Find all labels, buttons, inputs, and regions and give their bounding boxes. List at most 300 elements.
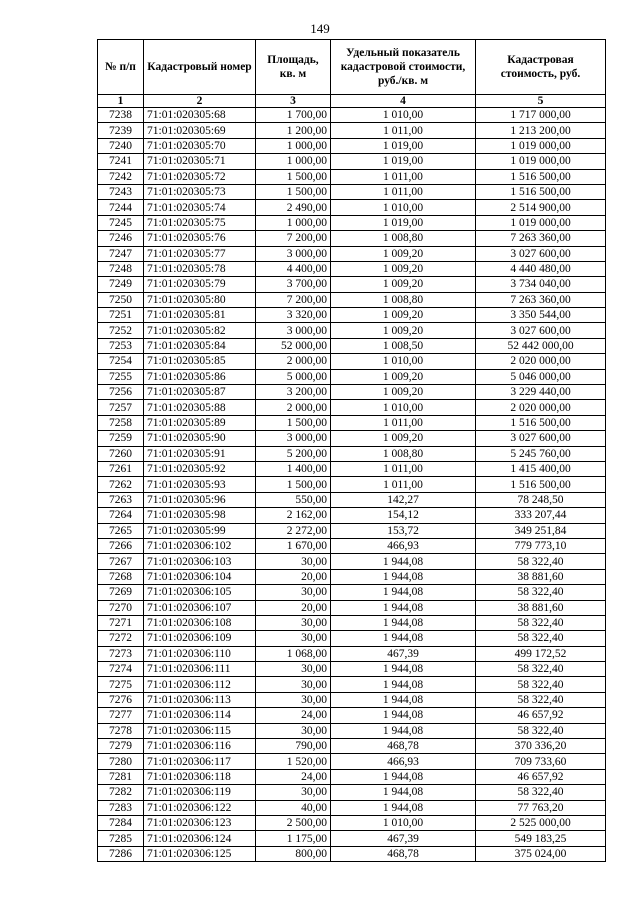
cell-cadastral-value: 52 442 000,00 (476, 338, 606, 353)
cell-unit-value: 1 010,00 (331, 200, 476, 215)
cell-row-number: 7248 (98, 261, 144, 276)
column-number-row (98, 95, 606, 108)
cell-unit-value: 1 019,00 (331, 215, 476, 230)
table-row (98, 615, 606, 630)
cell-cadastral-value: 3 734 040,00 (476, 277, 606, 292)
cell-row-number: 7264 (98, 508, 144, 523)
cell-cadastral-number: 71:01:020305:93 (144, 477, 256, 492)
cell-cadastral-number: 71:01:020305:87 (144, 385, 256, 400)
cell-unit-value: 1 944,08 (331, 692, 476, 707)
cell-cadastral-number: 71:01:020305:90 (144, 431, 256, 446)
cell-area: 3 000,00 (256, 246, 331, 261)
cell-cadastral-number: 71:01:020305:86 (144, 369, 256, 384)
cell-cadastral-number: 71:01:020305:70 (144, 138, 256, 153)
cell-cadastral-number: 71:01:020306:107 (144, 600, 256, 615)
cell-area: 3 000,00 (256, 323, 331, 338)
cell-cadastral-number: 71:01:020306:119 (144, 785, 256, 800)
cell-row-number: 7256 (98, 385, 144, 400)
table-row (98, 123, 606, 138)
cell-unit-value: 1 944,08 (331, 600, 476, 615)
table-row (98, 231, 606, 246)
cell-cadastral-number: 71:01:020306:124 (144, 831, 256, 846)
cell-unit-value: 1 944,08 (331, 785, 476, 800)
cell-area: 1 700,00 (256, 108, 331, 123)
cell-row-number: 7268 (98, 569, 144, 584)
cell-cadastral-value: 333 207,44 (476, 508, 606, 523)
cell-unit-value: 1 010,00 (331, 354, 476, 369)
table-row (98, 769, 606, 784)
cell-unit-value: 1 011,00 (331, 184, 476, 199)
cell-row-number: 7279 (98, 739, 144, 754)
cell-cadastral-number: 71:01:020305:69 (144, 123, 256, 138)
cell-cadastral-number: 71:01:020306:109 (144, 631, 256, 646)
cell-area: 7 200,00 (256, 292, 331, 307)
cell-area: 790,00 (256, 739, 331, 754)
column-number: 4 (331, 95, 476, 108)
cell-unit-value: 1 008,50 (331, 338, 476, 353)
cell-area: 2 000,00 (256, 400, 331, 415)
cell-cadastral-value: 77 763,20 (476, 800, 606, 815)
cell-row-number: 7282 (98, 785, 144, 800)
cell-cadastral-number: 71:01:020305:79 (144, 277, 256, 292)
cell-row-number: 7280 (98, 754, 144, 769)
cell-area: 1 500,00 (256, 415, 331, 430)
cell-cadastral-value: 1 516 500,00 (476, 184, 606, 199)
cell-unit-value: 1 944,08 (331, 554, 476, 569)
cell-row-number: 7255 (98, 369, 144, 384)
cell-unit-value: 467,39 (331, 646, 476, 661)
cell-unit-value: 1 944,08 (331, 585, 476, 600)
cell-row-number: 7272 (98, 631, 144, 646)
table-row (98, 662, 606, 677)
table-row (98, 815, 606, 830)
cell-area: 2 000,00 (256, 354, 331, 369)
cell-cadastral-number: 71:01:020305:88 (144, 400, 256, 415)
cell-unit-value: 1 944,08 (331, 631, 476, 646)
cell-cadastral-number: 71:01:020306:115 (144, 723, 256, 738)
cell-cadastral-number: 71:01:020305:75 (144, 215, 256, 230)
table-row (98, 246, 606, 261)
cell-cadastral-value: 58 322,40 (476, 585, 606, 600)
table-row (98, 631, 606, 646)
table-row (98, 292, 606, 307)
table-row (98, 308, 606, 323)
cell-area: 30,00 (256, 662, 331, 677)
cell-cadastral-value: 58 322,40 (476, 631, 606, 646)
cell-area: 550,00 (256, 492, 331, 507)
cell-cadastral-value: 5 245 760,00 (476, 446, 606, 461)
table-row (98, 200, 606, 215)
cell-row-number: 7269 (98, 585, 144, 600)
cell-cadastral-number: 71:01:020306:102 (144, 538, 256, 553)
cell-area: 4 400,00 (256, 261, 331, 276)
cell-cadastral-value: 46 657,92 (476, 769, 606, 784)
table-row (98, 739, 606, 754)
cell-area: 1 000,00 (256, 138, 331, 153)
cell-area: 7 200,00 (256, 231, 331, 246)
table-row (98, 354, 606, 369)
table-row (98, 523, 606, 538)
cell-row-number: 7283 (98, 800, 144, 815)
cell-cadastral-number: 71:01:020305:77 (144, 246, 256, 261)
cell-cadastral-value: 3 027 600,00 (476, 246, 606, 261)
cell-cadastral-value: 1 717 000,00 (476, 108, 606, 123)
cell-cadastral-number: 71:01:020306:125 (144, 846, 256, 861)
table-row (98, 385, 606, 400)
cell-cadastral-number: 71:01:020306:103 (144, 554, 256, 569)
cell-area: 1 520,00 (256, 754, 331, 769)
column-number: 2 (144, 95, 256, 108)
cell-area: 30,00 (256, 615, 331, 630)
cell-row-number: 7246 (98, 231, 144, 246)
table-row (98, 569, 606, 584)
cell-cadastral-number: 71:01:020305:74 (144, 200, 256, 215)
table-row (98, 477, 606, 492)
cell-cadastral-number: 71:01:020305:76 (144, 231, 256, 246)
cell-unit-value: 1 019,00 (331, 154, 476, 169)
cell-unit-value: 1 009,20 (331, 277, 476, 292)
cell-area: 1 500,00 (256, 477, 331, 492)
cell-area: 800,00 (256, 846, 331, 861)
cell-cadastral-value: 7 263 360,00 (476, 231, 606, 246)
cell-cadastral-number: 71:01:020305:81 (144, 308, 256, 323)
cell-area: 30,00 (256, 554, 331, 569)
cell-unit-value: 1 009,20 (331, 308, 476, 323)
cell-row-number: 7284 (98, 815, 144, 830)
cell-cadastral-value: 2 020 000,00 (476, 400, 606, 415)
cell-row-number: 7257 (98, 400, 144, 415)
table-row (98, 338, 606, 353)
cell-cadastral-value: 709 733,60 (476, 754, 606, 769)
cell-area: 20,00 (256, 569, 331, 584)
cell-row-number: 7278 (98, 723, 144, 738)
cell-cadastral-value: 499 172,52 (476, 646, 606, 661)
table-row (98, 800, 606, 815)
cell-row-number: 7245 (98, 215, 144, 230)
cell-cadastral-value: 370 336,20 (476, 739, 606, 754)
cell-unit-value: 1 008,80 (331, 446, 476, 461)
cell-row-number: 7247 (98, 246, 144, 261)
table-header-row (98, 40, 606, 95)
cell-cadastral-number: 71:01:020306:113 (144, 692, 256, 707)
cell-unit-value: 1 944,08 (331, 769, 476, 784)
cell-cadastral-value: 549 183,25 (476, 831, 606, 846)
cell-area: 2 272,00 (256, 523, 331, 538)
cell-cadastral-value: 7 263 360,00 (476, 292, 606, 307)
cell-unit-value: 466,93 (331, 538, 476, 553)
cell-unit-value: 1 009,20 (331, 261, 476, 276)
cell-unit-value: 1 944,08 (331, 723, 476, 738)
column-number: 1 (98, 95, 144, 108)
cell-area: 52 000,00 (256, 338, 331, 353)
cell-row-number: 7285 (98, 831, 144, 846)
cell-row-number: 7275 (98, 677, 144, 692)
cell-row-number: 7249 (98, 277, 144, 292)
cell-cadastral-value: 58 322,40 (476, 554, 606, 569)
cell-cadastral-number: 71:01:020305:85 (144, 354, 256, 369)
cell-unit-value: 1 009,20 (331, 369, 476, 384)
cell-cadastral-value: 2 020 000,00 (476, 354, 606, 369)
column-number: 3 (256, 95, 331, 108)
table-row (98, 108, 606, 123)
cell-area: 1 200,00 (256, 123, 331, 138)
table-row (98, 277, 606, 292)
cell-cadastral-value: 1 019 000,00 (476, 154, 606, 169)
cell-area: 3 320,00 (256, 308, 331, 323)
cell-cadastral-number: 71:01:020305:71 (144, 154, 256, 169)
header-area: Площадь, кв. м (256, 40, 331, 95)
table-row (98, 431, 606, 446)
cell-area: 1 500,00 (256, 184, 331, 199)
cell-unit-value: 468,78 (331, 739, 476, 754)
cell-cadastral-number: 71:01:020305:91 (144, 446, 256, 461)
cell-cadastral-value: 58 322,40 (476, 692, 606, 707)
cell-row-number: 7281 (98, 769, 144, 784)
header-unit-value: Удельный показатель кадастровой стоимости, руб./кв. м (331, 40, 476, 95)
cell-unit-value: 153,72 (331, 523, 476, 538)
cell-area: 30,00 (256, 631, 331, 646)
cell-row-number: 7243 (98, 184, 144, 199)
cell-row-number: 7241 (98, 154, 144, 169)
cell-area: 1 175,00 (256, 831, 331, 846)
cell-cadastral-number: 71:01:020306:114 (144, 708, 256, 723)
cell-cadastral-number: 71:01:020305:89 (144, 415, 256, 430)
cell-row-number: 7250 (98, 292, 144, 307)
table-row (98, 677, 606, 692)
table-row (98, 154, 606, 169)
table-row (98, 754, 606, 769)
cell-cadastral-value: 78 248,50 (476, 492, 606, 507)
cell-row-number: 7286 (98, 846, 144, 861)
cell-row-number: 7258 (98, 415, 144, 430)
cell-cadastral-value: 58 322,40 (476, 723, 606, 738)
cell-cadastral-number: 71:01:020306:108 (144, 615, 256, 630)
header-row-number: № п/п (98, 40, 144, 95)
cell-unit-value: 467,39 (331, 831, 476, 846)
cell-cadastral-number: 71:01:020305:98 (144, 508, 256, 523)
table-row (98, 492, 606, 507)
cell-cadastral-value: 1 415 400,00 (476, 461, 606, 476)
cell-row-number: 7270 (98, 600, 144, 615)
column-number: 5 (476, 95, 606, 108)
cell-row-number: 7265 (98, 523, 144, 538)
table-row (98, 708, 606, 723)
table-row (98, 554, 606, 569)
cell-unit-value: 466,93 (331, 754, 476, 769)
cell-cadastral-value: 58 322,40 (476, 615, 606, 630)
cell-cadastral-number: 71:01:020306:104 (144, 569, 256, 584)
cell-cadastral-number: 71:01:020305:92 (144, 461, 256, 476)
table-row (98, 400, 606, 415)
cell-unit-value: 1 011,00 (331, 461, 476, 476)
cell-cadastral-value: 1 213 200,00 (476, 123, 606, 138)
table-row (98, 261, 606, 276)
cell-unit-value: 1 008,80 (331, 231, 476, 246)
table-row (98, 184, 606, 199)
table-row (98, 138, 606, 153)
cell-cadastral-value: 349 251,84 (476, 523, 606, 538)
cell-row-number: 7276 (98, 692, 144, 707)
cell-cadastral-value: 1 019 000,00 (476, 138, 606, 153)
cell-row-number: 7239 (98, 123, 144, 138)
cell-row-number: 7263 (98, 492, 144, 507)
cell-cadastral-value: 375 024,00 (476, 846, 606, 861)
table-row (98, 415, 606, 430)
cell-area: 24,00 (256, 769, 331, 784)
cell-cadastral-number: 71:01:020306:110 (144, 646, 256, 661)
cell-area: 5 000,00 (256, 369, 331, 384)
cell-unit-value: 1 011,00 (331, 477, 476, 492)
cell-row-number: 7253 (98, 338, 144, 353)
cell-cadastral-value: 3 027 600,00 (476, 431, 606, 446)
cell-cadastral-value: 1 019 000,00 (476, 215, 606, 230)
table-row (98, 323, 606, 338)
cell-area: 3 000,00 (256, 431, 331, 446)
cell-cadastral-number: 71:01:020305:84 (144, 338, 256, 353)
cell-cadastral-value: 58 322,40 (476, 785, 606, 800)
cell-row-number: 7261 (98, 461, 144, 476)
table-row (98, 446, 606, 461)
cell-cadastral-value: 2 514 900,00 (476, 200, 606, 215)
cell-cadastral-value: 5 046 000,00 (476, 369, 606, 384)
header-cadastral-value: Кадастровая стоимость, руб. (476, 40, 606, 95)
cell-cadastral-value: 38 881,60 (476, 600, 606, 615)
cell-cadastral-number: 71:01:020306:117 (144, 754, 256, 769)
cell-unit-value: 1 019,00 (331, 138, 476, 153)
table-body (98, 108, 606, 862)
cell-cadastral-number: 71:01:020305:68 (144, 108, 256, 123)
cell-cadastral-value: 3 229 440,00 (476, 385, 606, 400)
cell-unit-value: 1 011,00 (331, 123, 476, 138)
table-row (98, 538, 606, 553)
cell-row-number: 7254 (98, 354, 144, 369)
cell-unit-value: 1 010,00 (331, 815, 476, 830)
cell-area: 40,00 (256, 800, 331, 815)
cell-row-number: 7260 (98, 446, 144, 461)
cell-unit-value: 1 010,00 (331, 108, 476, 123)
cell-cadastral-number: 71:01:020305:82 (144, 323, 256, 338)
cell-unit-value: 1 009,20 (331, 385, 476, 400)
cell-cadastral-value: 1 516 500,00 (476, 169, 606, 184)
cell-area: 30,00 (256, 677, 331, 692)
cell-cadastral-number: 71:01:020306:123 (144, 815, 256, 830)
cell-area: 1 500,00 (256, 169, 331, 184)
cell-cadastral-value: 779 773,10 (476, 538, 606, 553)
cell-cadastral-value: 3 027 600,00 (476, 323, 606, 338)
table-row (98, 846, 606, 861)
cell-row-number: 7274 (98, 662, 144, 677)
cell-area: 1 400,00 (256, 461, 331, 476)
cell-row-number: 7242 (98, 169, 144, 184)
cell-area: 30,00 (256, 692, 331, 707)
table-row (98, 600, 606, 615)
cell-cadastral-number: 71:01:020305:73 (144, 184, 256, 199)
table-row (98, 692, 606, 707)
cell-unit-value: 1 008,80 (331, 292, 476, 307)
cell-area: 1 000,00 (256, 215, 331, 230)
cell-unit-value: 1 009,20 (331, 431, 476, 446)
cell-area: 2 162,00 (256, 508, 331, 523)
cell-unit-value: 1 944,08 (331, 662, 476, 677)
cell-area: 5 200,00 (256, 446, 331, 461)
cell-cadastral-value: 46 657,92 (476, 708, 606, 723)
cell-area: 30,00 (256, 723, 331, 738)
cell-unit-value: 154,12 (331, 508, 476, 523)
cell-cadastral-number: 71:01:020306:105 (144, 585, 256, 600)
cell-cadastral-number: 71:01:020305:72 (144, 169, 256, 184)
cell-row-number: 7251 (98, 308, 144, 323)
cell-area: 1 000,00 (256, 154, 331, 169)
cell-area: 30,00 (256, 785, 331, 800)
cell-area: 30,00 (256, 585, 331, 600)
cell-unit-value: 1 011,00 (331, 415, 476, 430)
cadastral-value-table (97, 39, 606, 862)
cell-cadastral-number: 71:01:020306:122 (144, 800, 256, 815)
page-number: 149 (310, 21, 330, 36)
table-row (98, 785, 606, 800)
cell-area: 2 490,00 (256, 200, 331, 215)
cell-cadastral-value: 1 516 500,00 (476, 477, 606, 492)
cell-area: 1 670,00 (256, 538, 331, 553)
table-row (98, 646, 606, 661)
cell-row-number: 7271 (98, 615, 144, 630)
cell-cadastral-number: 71:01:020306:118 (144, 769, 256, 784)
cell-area: 2 500,00 (256, 815, 331, 830)
table-row (98, 369, 606, 384)
cell-row-number: 7277 (98, 708, 144, 723)
table-row (98, 215, 606, 230)
table-row (98, 585, 606, 600)
table-row (98, 461, 606, 476)
cell-area: 3 700,00 (256, 277, 331, 292)
cell-unit-value: 1 944,08 (331, 708, 476, 723)
cell-unit-value: 1 009,20 (331, 246, 476, 261)
cell-cadastral-number: 71:01:020306:111 (144, 662, 256, 677)
cell-row-number: 7252 (98, 323, 144, 338)
cell-area: 1 068,00 (256, 646, 331, 661)
cell-row-number: 7273 (98, 646, 144, 661)
cell-cadastral-value: 1 516 500,00 (476, 415, 606, 430)
table-row (98, 508, 606, 523)
cell-cadastral-value: 38 881,60 (476, 569, 606, 584)
cell-row-number: 7262 (98, 477, 144, 492)
cell-cadastral-number: 71:01:020305:99 (144, 523, 256, 538)
cell-unit-value: 1 010,00 (331, 400, 476, 415)
cell-area: 24,00 (256, 708, 331, 723)
cell-unit-value: 1 944,08 (331, 800, 476, 815)
cell-row-number: 7240 (98, 138, 144, 153)
cell-row-number: 7267 (98, 554, 144, 569)
cell-unit-value: 1 944,08 (331, 677, 476, 692)
table-row (98, 831, 606, 846)
header-cadastral-number: Кадастровый номер (144, 40, 256, 95)
cell-row-number: 7259 (98, 431, 144, 446)
cell-unit-value: 142,27 (331, 492, 476, 507)
cell-cadastral-number: 71:01:020305:80 (144, 292, 256, 307)
cell-unit-value: 1 009,20 (331, 323, 476, 338)
cell-area: 20,00 (256, 600, 331, 615)
cell-unit-value: 1 944,08 (331, 569, 476, 584)
cell-row-number: 7244 (98, 200, 144, 215)
cell-area: 3 200,00 (256, 385, 331, 400)
cell-cadastral-value: 58 322,40 (476, 662, 606, 677)
cell-cadastral-number: 71:01:020306:116 (144, 739, 256, 754)
cell-cadastral-number: 71:01:020305:78 (144, 261, 256, 276)
cell-row-number: 7238 (98, 108, 144, 123)
cell-cadastral-value: 58 322,40 (476, 677, 606, 692)
cell-unit-value: 1 011,00 (331, 169, 476, 184)
cell-cadastral-number: 71:01:020306:112 (144, 677, 256, 692)
